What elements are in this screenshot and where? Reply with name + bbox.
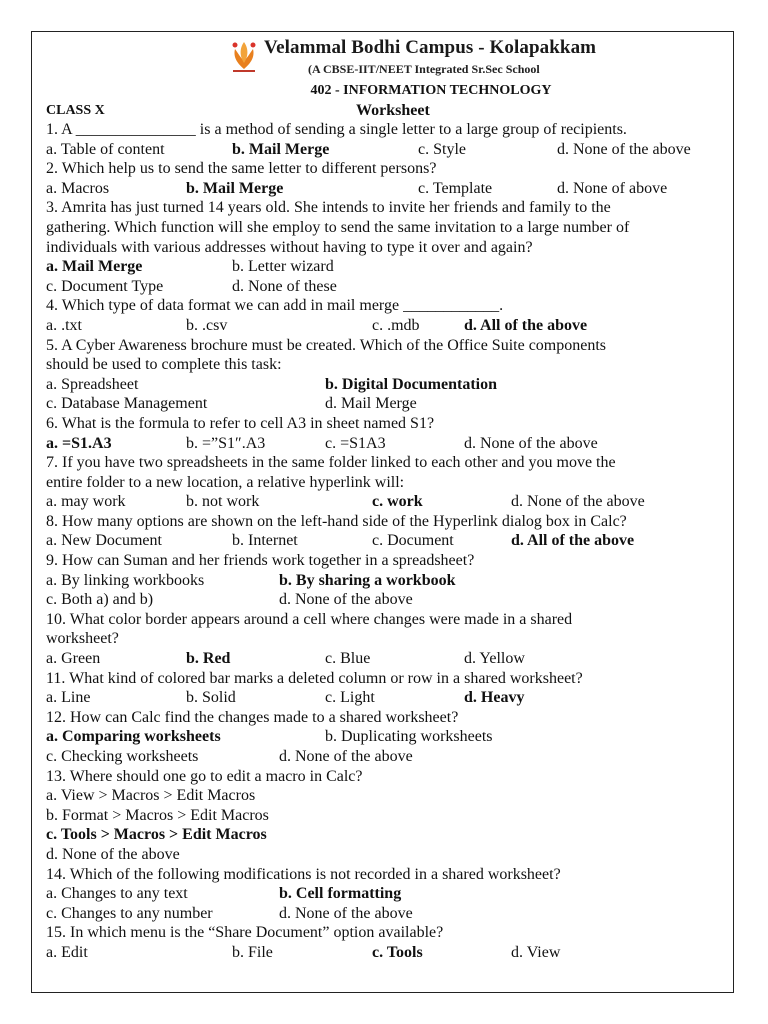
options-row xyxy=(46,747,716,767)
answer-option: c. Document xyxy=(372,532,454,550)
options-row xyxy=(46,434,716,454)
answer-option: a. .txt xyxy=(46,316,82,334)
question-line: 9. How can Suman and her friends work together in a spreadsheet? xyxy=(46,552,475,570)
options-row xyxy=(46,943,716,963)
answer-option: a. Table of content xyxy=(46,140,165,158)
answer-option-correct: b. Mail Merge xyxy=(232,140,330,158)
options-row xyxy=(46,140,716,160)
answer-option-correct: d. All of the above xyxy=(511,532,635,550)
question-list xyxy=(46,120,716,963)
answer-option: d. None of the above xyxy=(279,904,413,922)
answer-option: b. Internet xyxy=(232,532,298,550)
question-line: 14. Which of the following modifications is not recorded in a shared worksheet? xyxy=(46,865,561,883)
question-line: entire folder to a new location, a relative hyperlink will: xyxy=(46,473,405,491)
answer-option-correct: b. Digital Documentation xyxy=(325,375,497,393)
answer-option: b. Duplicating worksheets xyxy=(325,728,493,746)
options-row xyxy=(46,884,716,904)
answer-option: c. Document Type xyxy=(46,277,164,295)
options-row xyxy=(46,571,716,591)
answer-option: b. Letter wizard xyxy=(232,258,334,276)
answer-option: c. Template xyxy=(418,179,493,197)
answer-option: b. =”S1″.A3 xyxy=(186,434,266,452)
question-line: 15. In which menu is the “Share Document” option available? xyxy=(46,924,444,942)
options-row xyxy=(46,590,716,610)
answer-option-correct: a. Comparing worksheets xyxy=(46,728,221,746)
options-row xyxy=(46,727,716,747)
answer-option: d. View xyxy=(511,943,561,961)
options-row xyxy=(46,179,716,199)
question-line: individuals with various addresses without having to type it over and again? xyxy=(46,238,533,256)
answer-option-correct: c. work xyxy=(372,493,423,511)
answer-option: c. Style xyxy=(418,140,466,158)
answer-option: c. Light xyxy=(325,689,375,707)
answer-option: c. Blue xyxy=(325,650,371,668)
answer-option: d. None of the above xyxy=(279,591,413,609)
question-line: worksheet? xyxy=(46,630,119,648)
question-line: c. Tools > Macros > Edit Macros xyxy=(46,826,267,844)
answer-option: d. Yellow xyxy=(464,650,525,668)
question-line: 6. What is the formula to refer to cell A3 in sheet named S1? xyxy=(46,414,435,432)
question-line: 5. A Cyber Awareness brochure must be created. Which of the Office Suite components xyxy=(46,336,607,354)
answer-option-correct: b. By sharing a workbook xyxy=(279,571,456,589)
answer-option: a. New Document xyxy=(46,532,162,550)
question-line: 11. What kind of colored bar marks a deleted column or row in a shared worksheet? xyxy=(46,669,583,687)
answer-option: b. .csv xyxy=(186,316,228,334)
answer-option: c. Database Management xyxy=(46,395,208,413)
answer-option-correct: c. Tools xyxy=(372,943,423,961)
question-line: b. Format > Macros > Edit Macros xyxy=(46,806,269,824)
answer-option-correct: a. =S1.A3 xyxy=(46,434,112,452)
answer-option: d. None of the above xyxy=(557,140,691,158)
question-line: 10. What color border appears around a cell where changes were made in a shared xyxy=(46,610,573,628)
answer-option: d. None of the above xyxy=(511,493,645,511)
answer-option: c. Both a) and b) xyxy=(46,591,154,609)
title-row xyxy=(46,101,716,120)
options-row xyxy=(46,394,716,414)
options-row xyxy=(46,531,716,551)
answer-option: d. Mail Merge xyxy=(325,395,417,413)
school-affiliation: (A CBSE-IIT/NEET Integrated Sr.Sec School xyxy=(308,62,540,76)
worksheet-content xyxy=(46,37,716,963)
answer-option-correct: d. All of the above xyxy=(464,316,588,334)
answer-option: d. None of these xyxy=(232,277,337,295)
subject-title: 402 - INFORMATION TECHNOLOGY xyxy=(310,83,552,98)
question-line: 7. If you have two spreadsheets in the same folder linked to each other and you move the xyxy=(46,454,616,472)
question-line: d. None of the above xyxy=(46,845,180,863)
school-header xyxy=(46,37,716,81)
options-row xyxy=(46,257,716,277)
answer-option: b. Solid xyxy=(186,689,236,707)
options-row xyxy=(46,688,716,708)
school-name: Velammal Bodhi Campus - Kolapakkam xyxy=(264,37,597,58)
answer-option: a. Green xyxy=(46,650,101,668)
answer-option: a. By linking workbooks xyxy=(46,571,205,589)
options-row xyxy=(46,904,716,924)
question-line: 13. Where should one go to edit a macro in Calc? xyxy=(46,767,363,785)
answer-option: c. .mdb xyxy=(372,316,420,334)
answer-option: a. Edit xyxy=(46,943,88,961)
answer-option: d. None of above xyxy=(557,179,668,197)
question-line: gathering. Which function will she employ to send the same invitation to a large number of xyxy=(46,218,630,236)
answer-option: c. Changes to any number xyxy=(46,904,213,922)
answer-option-correct: b. Cell formatting xyxy=(279,885,402,903)
question-line: 3. Amrita has just turned 14 years old. She intends to invite her friends and family to the xyxy=(46,199,611,217)
answer-option-correct: a. Mail Merge xyxy=(46,258,143,276)
question-line: 2. Which help us to send the same letter to different persons? xyxy=(46,160,437,178)
answer-option: d. None of the above xyxy=(279,748,413,765)
question-line: should be used to complete this task: xyxy=(46,356,282,374)
answer-option: a. Macros xyxy=(46,179,110,197)
answer-option: c. Checking worksheets xyxy=(46,748,199,765)
question-line: 12. How can Calc find the changes made to a shared worksheet? xyxy=(46,708,459,726)
answer-option: a. Changes to any text xyxy=(46,885,188,903)
worksheet-title: Worksheet xyxy=(356,102,430,119)
options-row xyxy=(46,649,716,669)
answer-option: a. Spreadsheet xyxy=(46,375,139,393)
answer-option-correct: d. Heavy xyxy=(464,689,525,707)
question-line: a. View > Macros > Edit Macros xyxy=(46,787,256,805)
options-row xyxy=(46,316,716,336)
options-row xyxy=(46,277,716,297)
answer-option: a. may work xyxy=(46,493,126,511)
class-label: CLASS X xyxy=(46,103,105,118)
question-line: 8. How many options are shown on the left-hand side of the Hyperlink dialog box in Calc? xyxy=(46,512,627,530)
answer-option: d. None of the above xyxy=(464,434,598,452)
answer-option-correct: b. Mail Merge xyxy=(186,179,284,197)
answer-option-correct: b. Red xyxy=(186,650,231,668)
question-line: 4. Which type of data format we can add in mail merge ____________. xyxy=(46,297,504,315)
answer-option: c. =S1A3 xyxy=(325,434,386,452)
answer-option: b. File xyxy=(232,943,273,961)
school-logo-icon xyxy=(229,39,259,73)
answer-option: b. not work xyxy=(186,493,260,511)
answer-option: a. Line xyxy=(46,689,91,707)
options-row xyxy=(46,492,716,512)
question-line: 1. A _______________ is a method of sending a single letter to a large group of recipients. xyxy=(46,121,627,138)
options-row xyxy=(46,375,716,395)
